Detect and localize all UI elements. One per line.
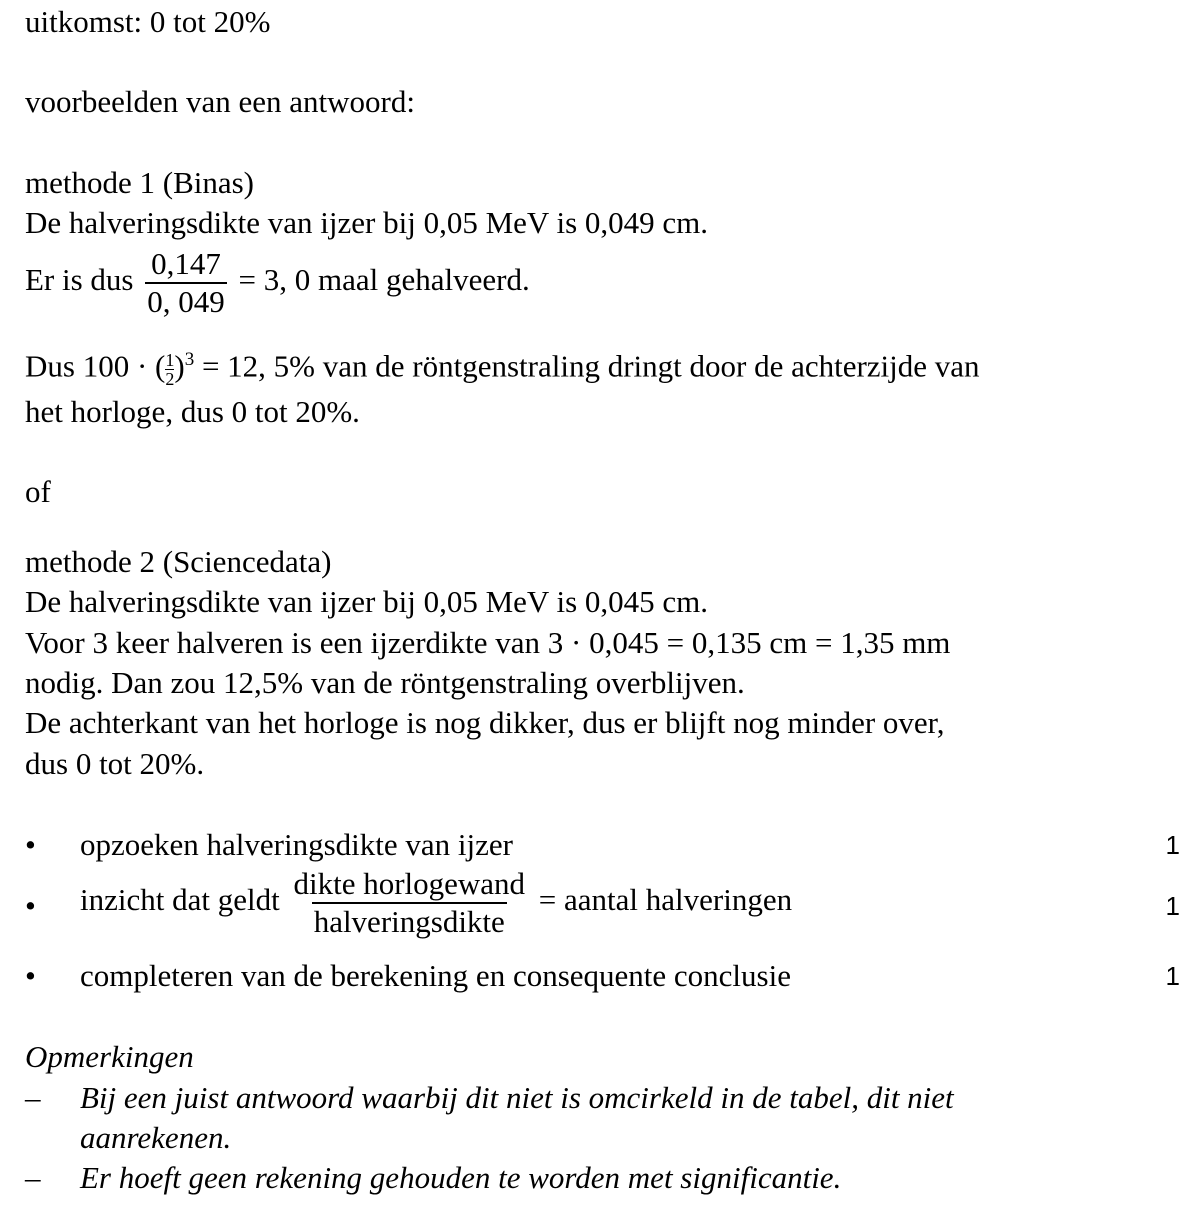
score: 1 [1165,961,1180,991]
method1-line4: het horloge, dus 0 tot 20%. [25,394,360,429]
fraction-denominator: 0, 049 [147,284,225,319]
criterion-2 [25,866,1180,950]
method1-line3 [25,340,980,388]
score: 1 [1165,830,1180,860]
remark-line1: Bij een juist antwoord waarbij dit niet is omcirkeld in de tabel, dit niet [80,1080,954,1115]
method2-title: methode 2 (Sciencedata) [25,544,332,579]
bullet: • [25,958,36,993]
method2-line1: De halveringsdikte van ijzer bij 0,05 MeV is 0,045 cm. [25,584,709,619]
remark-1 [25,1078,1160,1158]
method1-line3-close: ) [174,348,185,384]
exponent: 3 [184,349,195,370]
criterion-text [80,866,792,940]
method2-line3: nodig. Dan zou 12,5% van de röntgenstraling overblijven. [25,665,745,700]
bullet: • [25,827,36,862]
criterion-text: completeren van de berekening en consequente conclusie [80,958,791,993]
examples-heading: voorbeelden van een antwoord: [25,84,415,119]
method2-line5: dus 0 tot 20%. [25,746,205,781]
half-numerator: 1 [165,349,175,370]
method1-line3-suffix: van de röntgenstraling dringt door de achterzijde van [322,348,980,384]
criterion-prefix: inzicht dat geldt [80,882,280,918]
remarks-title: Opmerkingen [25,1039,194,1074]
remark-line2: aanrekenen. [80,1120,232,1155]
method1-title: methode 1 (Binas) [25,165,255,200]
half-denominator: 2 [165,368,175,389]
half-fraction [165,351,174,388]
criterion-text: opzoeken halveringsdikte van ijzer [80,827,513,862]
dash: – [25,1160,41,1195]
score: 1 [1165,891,1180,921]
method1-line2-prefix: Er is dus [25,262,134,298]
fraction-numerator: 0,147 [151,246,221,281]
method1-line3-result: = 12, 5% [201,348,315,384]
method1-line2-suffix: maal gehalveerd. [317,262,530,298]
method1-fraction [145,246,227,320]
dash: – [25,1080,41,1115]
fraction-numerator: dikte horlogewand [293,866,526,901]
or-separator: of [25,474,51,509]
method1-line1: De halveringsdikte van ijzer bij 0,05 MeV is 0,049 cm. [25,205,709,240]
criterion-suffix: = aantal halveringen [538,882,793,918]
method1-line2 [25,246,530,320]
fraction-denominator: halveringsdikte [313,904,505,939]
method1-line3-prefix: Dus 100 · ( [25,348,166,384]
outcome: uitkomst: 0 tot 20% [25,4,271,39]
criterion-fraction [291,866,527,940]
method1-line2-result: = 3, 0 [238,262,311,298]
remark-line1: Er hoeft geen rekening gehouden te worden met significantie. [80,1160,842,1195]
method2-line4: De achterkant van het horloge is nog dikker, dus er blijft nog minder over, [25,705,945,740]
bullet: • [25,888,36,923]
method2-line2: Voor 3 keer halveren is een ijzerdikte van 3 · 0,045 = 0,135 cm = 1,35 mm [25,625,951,660]
